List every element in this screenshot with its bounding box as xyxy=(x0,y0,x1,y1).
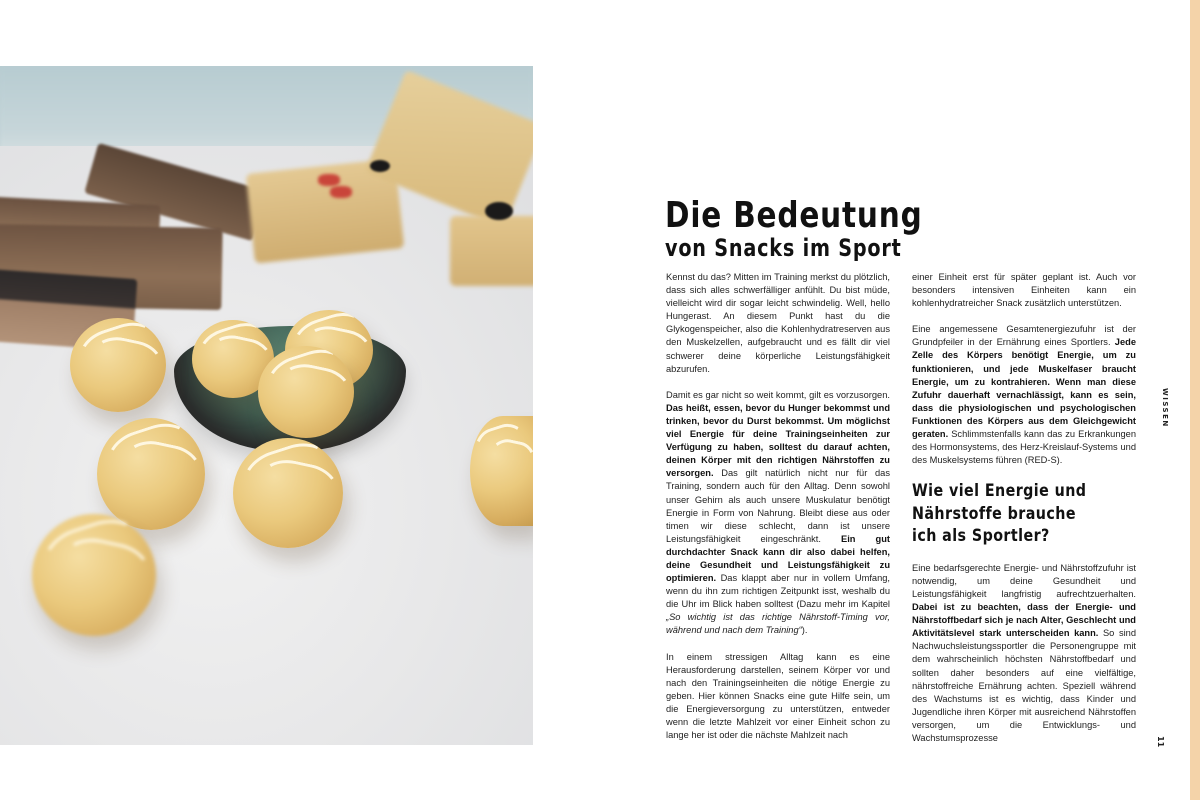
text-column-2 xyxy=(912,271,1136,758)
paragraph: Kennst du das? Mitten im Training merkst du plötzlich, dass sich alles schwerfälliger anfühlt. Du bist müde, vielleicht wird dir sogar leicht schwindelig. Well, hello Hungerast. An diesem Punkt hast du die Glykogenspeicher, also die Kohlenhydratreserven aus den Muskelzellen, aufgebraucht und es fällt dir viel schwerer deine körperliche Leistungsfähigkeit abzurufen. xyxy=(666,272,890,374)
olive-topping xyxy=(370,160,390,172)
section-subheading: Wie viel Energie und Nährstoffe brauche ich als Sportler? xyxy=(912,481,1087,547)
page-number: 11 xyxy=(1156,736,1165,748)
energy-ball-image xyxy=(470,416,533,526)
paragraph: In einem stressigen Alltag kann es eine Herausforderung darstellen, seinem Körper vor und nach den Trainingseinheiten die nötige Energie zu geben. Hier können Snacks eine gute Hilfe sein, um die Energieversorgung zu unterstützen, entweder wenn die letzte Mahlzeit vor einer Einheit schon zu lange her ist oder die nächste Mahlzeit nach xyxy=(666,651,890,741)
energy-ball-image xyxy=(32,514,156,636)
article-title xyxy=(665,197,979,262)
accent-edge-strip xyxy=(1190,0,1200,800)
text-column-1 xyxy=(666,271,890,755)
paragraph: einer Einheit erst für später geplant ist. Auch vor besonders intensiven Einheiten kann ein kohlenhydratreicher Snack zusätzlich unterstützen. xyxy=(912,272,1136,309)
energy-ball-image xyxy=(97,418,205,530)
paragraph: Damit es gar nicht so weit kommt, gilt es vorzusorgen. Das heißt, essen, bevor du Hunger bekommst und trinken, bevor du Durst bekommst. Um möglichst viel Energie für deine Trainingseinheiten zur Verfügung zu haben, solltest du darauf achten, deinen Körper mit den richtigen Nährstoffen zu versorgen. Das gilt natürlich nicht nur für das Training, sondern auch für den Alltag. Denn sowohl unser Gehirn als auch unsere Muskulatur benötigt Energie in Form von Nahrung. Bleibt diese aus oder timen wir diese schlecht, dann ist unsere Leistungsfähigkeit eingeschränkt. Ein gut durchdachter Snack kann dir also dabei helfen, deine Gesundheit und Leistungsfähigkeit zu optimieren. Das klappt aber nur in vollem Umfang, wenn du ihn zum richtigen Zeitpunkt isst, weshalb du die Uhr im Blick haben solltest (Dazu mehr im Kapitel „So wichtig ist das richtige Nährstoff-Timing vor, während und nach dem Training“). xyxy=(666,389,890,636)
tomato-topping xyxy=(318,174,340,186)
paragraph: Eine bedarfsgerechte Energie- und Nährstoffzufuhr ist notwendig, um deine Gesundheit und Leistungsfähigkeit langfristig aufrechtzuerhalten. Dabei ist zu beachten, dass der Energie- und Nährstoffbedarf sich je nach Alter, Geschlecht und Aktivitätslevel stark unterscheiden kann. So sind Nachwuchsleistungssportler die Personengruppe mit dem wahrscheinlich höchsten Nährstoffbedarf und sollten daher besonders auf eine vielfältige, nährstoffreiche Ernährung achten. Speziell während des Wachstums ist es wichtig, dass Kinder und Jugendliche ihren Körper mit ausreichend Nährstoffen versorgen, um die Entwicklungs- und Wachstumsprozesse xyxy=(912,562,1136,744)
energy-ball-image xyxy=(70,318,166,412)
title-line-1: Die Bedeutung xyxy=(665,195,923,236)
focaccia-image xyxy=(450,216,533,286)
food-photo xyxy=(0,66,533,745)
paragraph: Eine angemessene Gesamtenergiezufuhr ist der Grundpfeiler in der Ernährung eines Sportlers. Jede Zelle des Körpers benötigt Energie, um zu funktionieren, und jede Muskelfaser braucht Energie, um zu kontrahieren. Wenn man diese Zufuhr dauerhaft vernachlässigt, kann es sein, dass die physiologischen und psychologischen Funktionen des Körpers aus dem Gleichgewicht geraten. Schlimmstenfalls kann das zu Erkrankungen des Hormonsystems, des Herz-Kreislauf-Systems und des Muskelsystems führen (RED-S). xyxy=(912,324,1136,466)
chapter-reference: „So wichtig ist das richtige Nährstoff-Timing vor, während und nach dem Training“ xyxy=(666,612,890,636)
tomato-topping xyxy=(330,186,352,198)
section-label: WISSEN xyxy=(1161,388,1169,428)
title-line-2: von Snacks im Sport xyxy=(665,234,902,262)
olive-topping xyxy=(485,202,513,220)
energy-ball-image xyxy=(233,438,343,548)
energy-ball-image xyxy=(258,346,354,438)
